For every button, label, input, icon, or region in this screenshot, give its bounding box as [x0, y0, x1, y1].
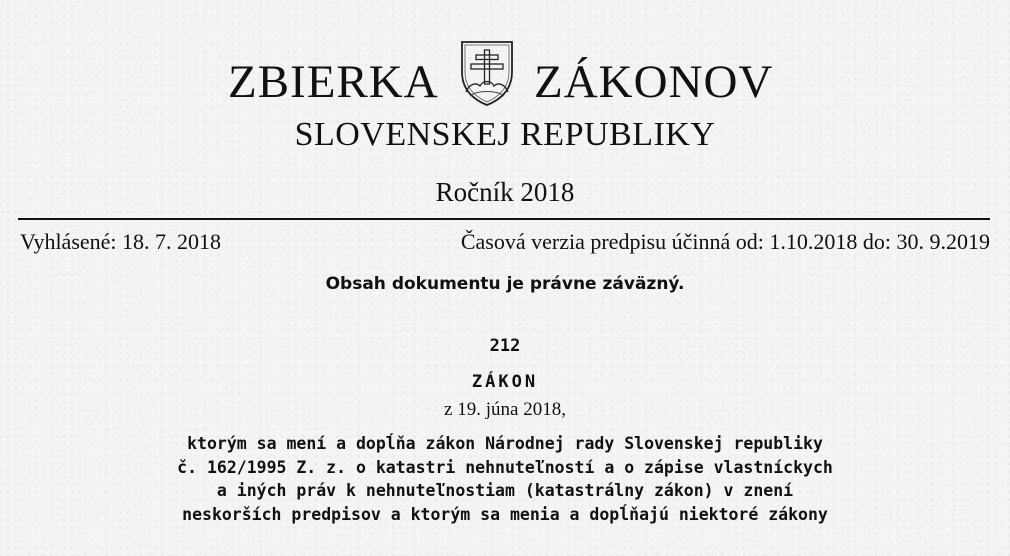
slovak-coat-of-arms-icon [456, 38, 518, 108]
law-title-line: a iných práv k nehnuteľnostiam (katastrálny zákon) v znení [216, 481, 794, 500]
masthead-subtitle: SLOVENSKEJ REPUBLIKY [294, 116, 716, 153]
law-title-line: ktorým sa mení a dopĺňa zákon Národnej rady Slovenskej republiky [187, 434, 823, 453]
header-divider [18, 218, 990, 220]
masthead-title-left: ZBIERKA [228, 56, 439, 108]
announced-date: Vyhlásené: 18. 7. 2018 [20, 229, 222, 254]
law-title-line: neskorších predpisov a ktorým sa menia a dopĺňajú niektoré zákony [182, 504, 828, 524]
version-validity: Časová verzia predpisu účinná od: 1.10.2018 do: 30. 9.2019 [460, 229, 990, 254]
volume-label: Ročník 2018 [435, 177, 575, 207]
law-number: 212 [489, 336, 521, 356]
law-title-line: č. 162/1995 Z. z. o katastri nehnuteľností a o zápise vlastníckych [177, 457, 833, 477]
binding-notice: Obsah dokumentu je právne záväzný. [325, 274, 685, 294]
law-type: ZÁKON [471, 372, 539, 392]
masthead-title-right: ZÁKONOV [534, 56, 774, 108]
law-date: z 19. júna 2018, [444, 399, 566, 420]
law-title [100, 432, 910, 526]
